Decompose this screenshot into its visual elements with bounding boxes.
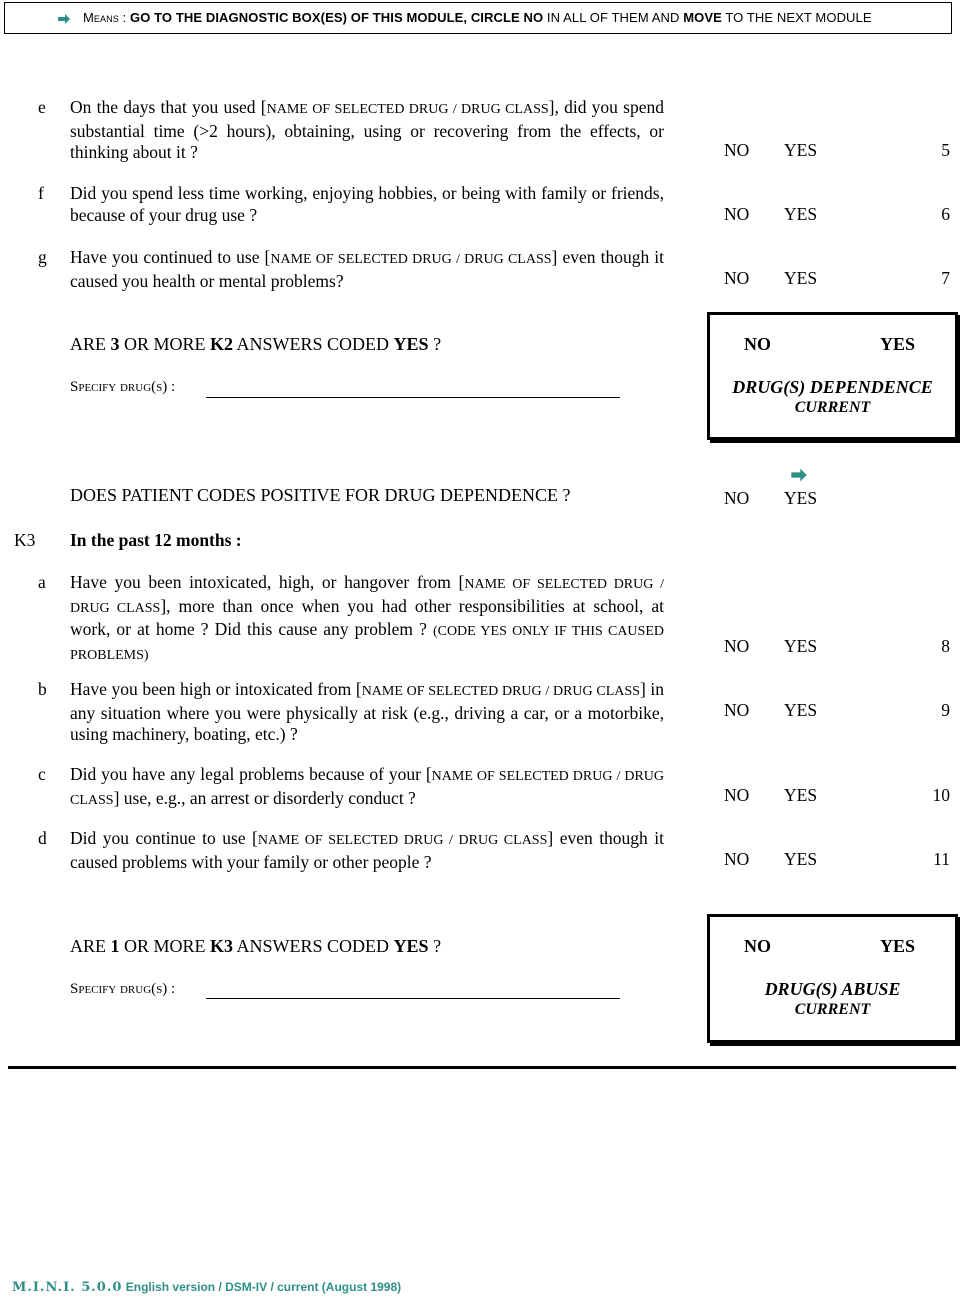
drug-placeholder: NAME OF SELECTED DRUG / DRUG CLASS [257,833,548,848]
footer-version: English version / DSM-IV / current (August 1998) [122,1280,402,1294]
instruction-header [4,2,952,34]
section-heading: In the past 12 months : [70,530,242,550]
answer-yes[interactable]: YES [784,268,818,288]
in-all-text: IN ALL OF THEM AND [543,10,684,25]
diagnosis-current: CURRENT [794,1001,871,1018]
footer-title: M.I.N.I. 5.0.0 [12,1280,123,1295]
gate-question: DOES PATIENT CODES POSITIVE FOR DRUG DEPENDENCE ? [70,485,571,505]
answer-no[interactable]: NO [724,700,750,720]
go-to-text: GO TO THE DIAGNOSTIC BOX(ES) OF THIS MODULE, [129,10,471,25]
question-text [70,572,664,666]
question-letter: d [38,828,47,848]
drug-placeholder: NAME OF SELECTED DRUG / DRUG CLASS [266,102,549,117]
next-module-text: TO THE NEXT MODULE [721,10,872,25]
criteria-yes: YES [393,936,429,956]
question-number: 8 [941,636,950,656]
question-letter: c [38,764,46,784]
question-letter: b [38,679,47,699]
move-text: MOVE [683,10,722,25]
question-text [70,764,664,811]
question-number: 5 [941,140,950,160]
criteria-text: ? [428,334,442,354]
answer-no[interactable]: NO [724,204,750,224]
question-text-part: Did you have any legal problems because of your [ [70,764,432,784]
section-code: K3 [14,530,36,550]
criteria-text: OR MORE [119,936,211,956]
diagnosis-yes[interactable]: YES [880,334,916,354]
gate-answer-yes[interactable]: YES [784,488,818,508]
answer-yes[interactable]: YES [784,700,818,720]
question-number: 11 [933,849,950,869]
question-text [70,97,664,164]
question-text-part: ], more than once when you had other responsibilities at school, at work, or at home ? Did this cause any problem ? [70,595,664,639]
diagnosis-label: DRUG(S) DEPENDENCE [732,377,933,397]
question-text [70,828,664,873]
answer-yes[interactable]: YES [784,636,818,656]
right-arrow-icon [57,3,71,33]
specify-drugs-label: Specify drug(s) : [70,981,176,997]
coding-instruction: (CODE YES ONLY IF THIS CAUSED PROBLEMS) [70,624,664,663]
answer-yes[interactable]: YES [784,204,818,224]
answer-yes[interactable]: YES [784,849,818,869]
section-divider [8,1066,956,1069]
question-text-part: ], did you spend substantial time (>2 hours), obtaining, using or recovering from the effects, or thinking about it ? [70,97,664,162]
gate-answer-no[interactable]: NO [724,488,750,508]
criteria-code: K2 [210,334,234,354]
answer-no[interactable]: NO [724,268,750,288]
question-letter: f [38,183,44,203]
answer-yes[interactable]: YES [784,140,818,160]
criteria-text: ANSWERS CODED [233,936,394,956]
diagnosis-yes[interactable]: YES [880,936,916,956]
question-number: 6 [941,204,950,224]
means-label: Means [83,10,119,25]
answer-no[interactable]: NO [724,849,750,869]
page-footer [12,1280,401,1295]
k3-criteria-question [70,936,441,957]
question-letter: a [38,572,46,592]
k2-criteria-question [70,334,441,355]
question-text [70,679,664,746]
criteria-text: ARE [70,936,111,956]
specify-drugs-field[interactable] [206,998,620,999]
diagnosis-label: DRUG(S) ABUSE [764,979,901,999]
answer-no[interactable]: NO [724,140,750,160]
question-letter: e [38,97,46,117]
question-text-part: Did you continue to use [ [70,828,258,848]
diagnosis-current: CURRENT [794,399,871,416]
question-text-part: ] even though it caused you health or mental problems? [70,247,664,291]
instruction-text [83,3,872,33]
answer-no[interactable]: NO [724,636,750,656]
drug-placeholder: NAME OF SELECTED DRUG / DRUG CLASS [70,577,665,616]
drug-placeholder: NAME OF SELECTED DRUG / DRUG CLASS [270,252,552,267]
right-arrow-icon [790,466,808,489]
question-text [70,247,664,292]
question-letter: g [38,247,47,267]
colon: : [118,10,130,25]
circle-no-text: CIRCLE NO [470,10,544,25]
question-text-part: Have you been intoxicated, high, or hangover from [ [70,572,465,592]
criteria-text: ANSWERS CODED [233,334,394,354]
specify-drugs-field[interactable] [206,397,620,398]
question-text-part: Have you been high or intoxicated from [ [70,679,362,699]
question-number: 9 [941,700,950,720]
criteria-text: ? [428,936,442,956]
question-text-part: ] use, e.g., an arrest or disorderly conduct ? [113,787,416,808]
criteria-text: ARE [70,334,111,354]
drug-placeholder: NAME OF SELECTED DRUG / DRUG CLASS [361,684,640,699]
question-text-part: On the days that you used [ [70,97,267,117]
criteria-code: K3 [210,936,234,956]
specify-drugs-label: Specify drug(s) : [70,379,176,395]
question-text-part: Have you continued to use [ [70,247,271,267]
criteria-text: OR MORE [119,334,211,354]
criteria-count: 3 [110,334,120,354]
question-text-part: ] in any situation where you were physically at risk (e.g., driving a car, or a motorbike, using machinery, boating, etc.) ? [70,679,664,744]
question-number: 10 [932,785,950,805]
diagnostic-box-dependence [707,312,958,440]
question-text-part: ] even though it caused problems with your family or other people ? [70,828,665,872]
criteria-yes: YES [393,334,429,354]
answer-no[interactable]: NO [724,785,750,805]
criteria-count: 1 [110,936,120,956]
diagnosis-no[interactable]: NO [744,334,771,354]
question-number: 7 [941,268,950,288]
question-text: Did you spend less time working, enjoying hobbies, or being with family or friends, because of your drug use ? [70,183,664,225]
diagnosis-no[interactable]: NO [744,936,771,956]
drug-placeholder: NAME OF SELECTED DRUG / DRUG CLASS [70,769,664,808]
answer-yes[interactable]: YES [784,785,818,805]
